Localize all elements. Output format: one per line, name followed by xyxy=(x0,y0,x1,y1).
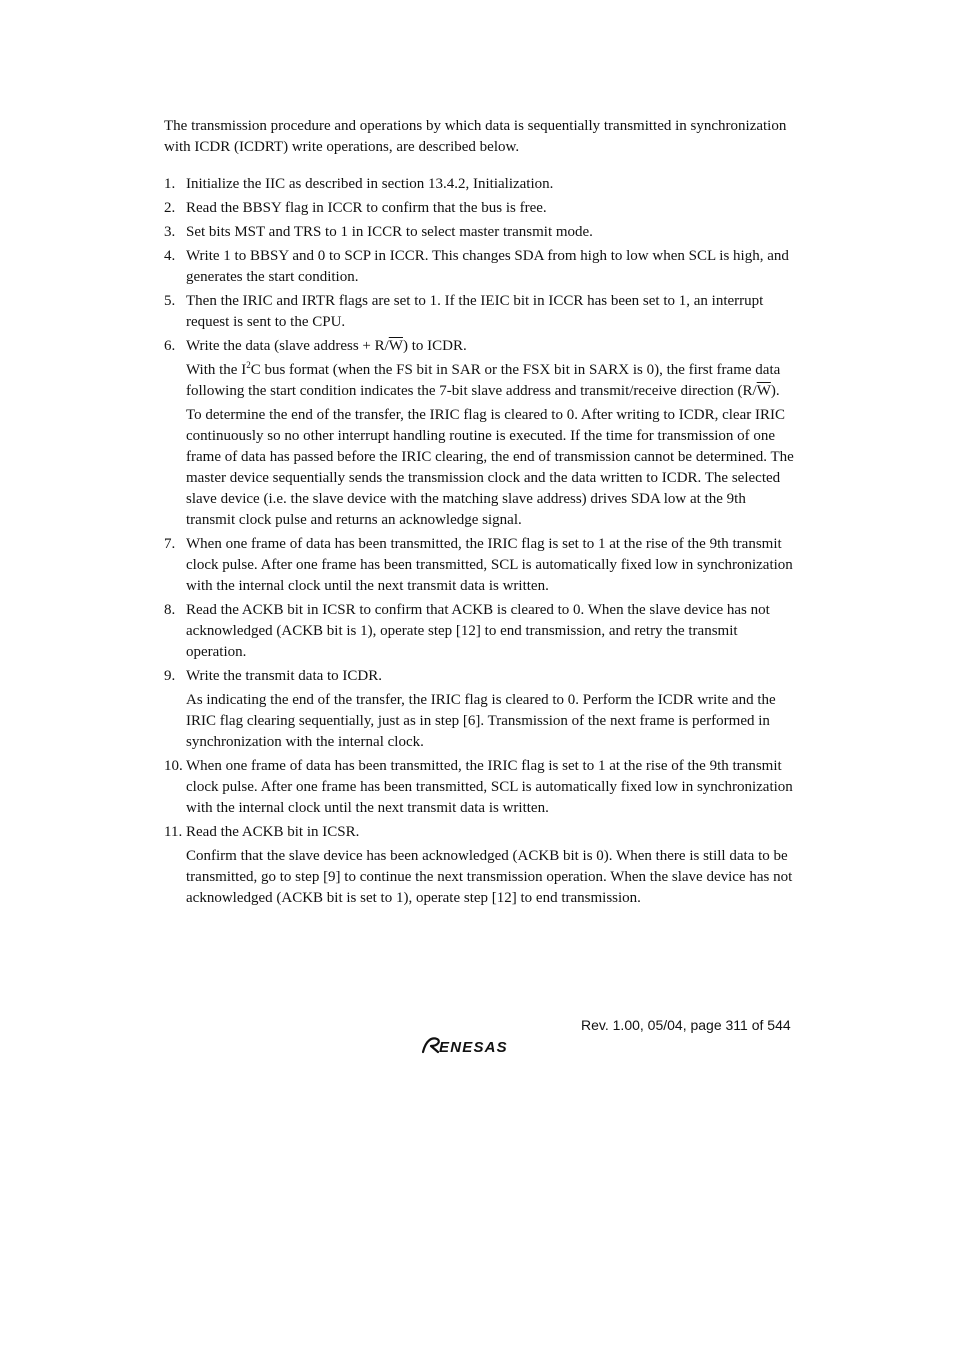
step-4 xyxy=(164,246,796,288)
step-text: Read the ACKB bit in ICSR to confirm that ACKB is cleared to 0. When the slave device has not acknowledged (ACKB bit is 1), operate step [12] to end transmission, and retry the transmit operation. xyxy=(186,602,770,660)
step-9-paragraph: As indicating the end of the transfer, the IRIC flag is cleared to 0. Perform the ICDR write and the IRIC flag clearing sequentially, just as in step [6]. Transmission of the next frame is performed in synchronization with the internal clock. xyxy=(186,692,776,750)
para-text-c: ). xyxy=(770,383,780,399)
step-11-paragraph: Confirm that the slave device has been acknowledged (ACKB bit is 0). When there is still data to be transmitted, go to step [9] to continue the next transmission operation. When the slave device has not acknowledged (ACKB bit is set to 1), operate step [12] to end transmission. xyxy=(186,848,793,906)
step-text: Read the BBSY flag in ICCR to confirm that the bus is free. xyxy=(186,200,547,216)
step-9 xyxy=(164,666,796,687)
logo-wordmark: ENESAS xyxy=(439,1039,508,1056)
step-text: Set bits MST and TRS to 1 in ICCR to select master transmit mode. xyxy=(186,224,593,240)
step-text: Read the ACKB bit in ICSR. xyxy=(186,824,360,840)
intro-paragraph: The transmission procedure and operations by which data is sequentially transmitted in synchronization with ICDR (ICDRT) write operations, are described below. xyxy=(164,118,787,155)
step-number: 4. xyxy=(164,248,176,264)
step-text: Then the IRIC and IRTR flags are set to 1. If the IEIC bit in ICCR has been set to 1, an interrupt request is sent to the CPU. xyxy=(186,293,764,330)
renesas-logo xyxy=(420,1034,542,1056)
superscript-2: 2 xyxy=(246,360,251,370)
step-6-paragraph-2: To determine the end of the transfer, the IRIC flag is cleared to 0. After writing to ICDR, clear IRIC continuously so no other interrupt handling routine is executed. If the time for transmission of one frame of data has passed before the IRIC clearing, the end of transmission cannot be determined. The master device sequentially sends the transmission clock and the data written to ICDR. The selected slave device (i.e. the slave device with the matching slave address) drives SDA low at the 9th transmit clock pulse and returns an acknowledge signal. xyxy=(186,407,794,528)
step-text-b: ) to ICDR. xyxy=(402,338,467,354)
step-6-paragraph-1 xyxy=(164,360,796,402)
step-text: When one frame of data has been transmitted, the IRIC flag is set to 1 at the rise of the 9th transmit clock pulse. After one frame has been transmitted, SCL is automatically fixed low in synchronization with the internal clock until the next transmit data is written. xyxy=(186,536,793,594)
step-text: When one frame of data has been transmitted, the IRIC flag is set to 1 at the rise of the 9th transmit clock pulse. After one frame has been transmitted, SCL is automatically fixed low in synchronization with the internal clock until the next transmit data is written. xyxy=(186,758,793,816)
step-1 xyxy=(164,174,796,195)
step-text-a: Write the data (slave address + R/ xyxy=(186,338,389,354)
step-text: Write the transmit data to ICDR. xyxy=(186,668,383,684)
step-number: 2. xyxy=(164,200,176,216)
step-6 xyxy=(164,336,796,357)
step-text: Initialize the IIC as described in section 13.4.2, Initialization. xyxy=(186,176,554,192)
step-number: 7. xyxy=(164,536,176,552)
document-body xyxy=(164,116,796,912)
step-number: 1. xyxy=(164,176,176,192)
step-10 xyxy=(164,756,796,819)
step-number: 9. xyxy=(164,668,176,684)
step-text: Write 1 to BBSY and 0 to SCP in ICCR. This changes SDA from high to low when SCL is high, and generates the start condition. xyxy=(186,248,789,285)
step-3 xyxy=(164,222,796,243)
overline-w: $\overline{W}$ xyxy=(756,383,771,399)
step-number: 10. xyxy=(164,758,183,774)
step-number: 6. xyxy=(164,338,176,354)
step-2 xyxy=(164,198,796,219)
overline-w: $\overline{W}$ xyxy=(388,338,403,354)
step-number: 3. xyxy=(164,224,176,240)
para-text-a: With the I xyxy=(186,362,247,378)
step-number: 11. xyxy=(164,824,183,840)
para-text-b: C bus format (when the FS bit in SAR or the FSX bit in SARX is 0), the first frame data following the start condition indicates the 7-bit slave address and transmit/receive direction (R/ xyxy=(186,362,781,399)
step-8 xyxy=(164,600,796,663)
step-11 xyxy=(164,822,796,843)
step-number: 8. xyxy=(164,602,176,618)
step-7 xyxy=(164,534,796,597)
step-number: 5. xyxy=(164,293,176,309)
page-footer-info: Rev. 1.00, 05/04, page 311 of 544 xyxy=(581,1017,791,1033)
step-5 xyxy=(164,291,796,333)
